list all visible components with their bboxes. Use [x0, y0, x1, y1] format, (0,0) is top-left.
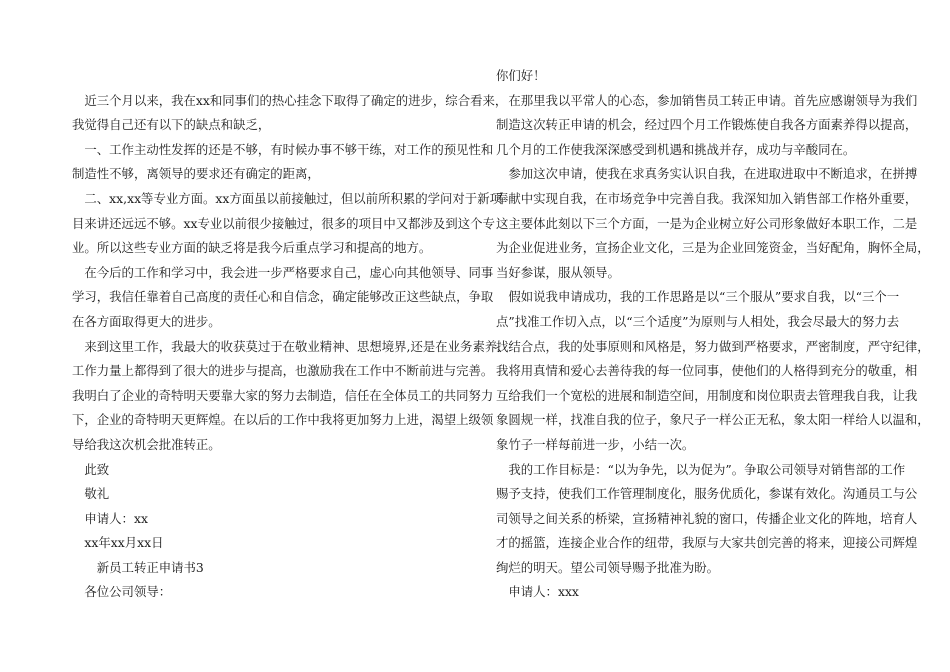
- left-column: [72, 64, 510, 605]
- text-line: 我将用真情和爱心去善待我的每一位同事，使他们的人格得到充分的敬重，相: [496, 363, 918, 379]
- greeting-line: 各位公司领导：: [72, 584, 172, 600]
- text-line: 绚烂的明天。望公司领导赐予批准为盼。: [496, 559, 720, 575]
- text-line: 导给我这次机会批准转正。: [72, 436, 221, 452]
- text-line: 我觉得自己还有以下的缺点和缺乏，: [72, 117, 271, 133]
- text-line: 一、工作主动性发挥的还是不够，有时候办事不够干练，对工作的预见性和: [72, 141, 494, 157]
- text-line: 象竹子一样每前进一步，小结一次。: [496, 436, 695, 452]
- text-line: 当好参谋，服从领导。: [496, 264, 620, 280]
- text-line: 几个月的工作使我深深感受到机遇和挑战并存，成功与辛酸同在。: [496, 141, 856, 157]
- date-line: xx年xx月xx日: [72, 535, 164, 551]
- text-line: 才的摇篮，连接企业合作的纽带，我原与大家共创完善的将来，迎接公司辉煌: [496, 535, 918, 551]
- blank-line: [72, 64, 472, 89]
- text-line: 我的工作目标是：“以为争先，以为促为”。争取公司领导对销售部的工作: [496, 461, 906, 477]
- text-line: 来到这里工作，我最大的收获莫过于在敬业精神、思想境界,还是在业务素养、: [72, 338, 510, 354]
- text-line: 近三个月以来，我在xx和同事们的热心挂念下取得了确定的进步，综合看来，: [72, 92, 508, 108]
- text-line: 这主要体此刻以下三个方面，一是为企业树立好公司形象做好本职工作，二是: [496, 215, 918, 231]
- section-heading: 新员工转正申请书3: [72, 559, 204, 575]
- applicant-line: 申请人：xxx: [496, 584, 579, 600]
- text-line: 为企业促进业务，宣扬企业文化，三是为企业回笼资金，当好配角，胸怀全局，: [496, 240, 930, 256]
- text-line: 二、xx,xx等专业方面。xx方面虽以前接触过，但以前所积累的学问对于新项: [72, 190, 502, 206]
- text-line: 业。所以这些专业方面的缺乏将是我今后重点学习和提高的地方。: [72, 240, 432, 256]
- closing-line: 此致: [72, 461, 110, 477]
- text-line: 在各方面取得更大的进步。: [72, 313, 221, 329]
- text-line: 假如说我申请成功，我的工作思路是以“三个服从”要求自我，以“三个一: [496, 289, 900, 305]
- right-column: [496, 64, 930, 605]
- salutation-line: 敬礼: [72, 486, 110, 502]
- text-line: 互给我们一个宽松的进展和制造空间，用制度和岗位职责去管理我自我，让我: [496, 387, 918, 403]
- text-line: 参加这次申请，使我在求真务实认识自我，在进取进取中不断追求，在拼搏: [496, 166, 918, 182]
- text-line: 工作力量上都得到了很大的进步与提高，也激励我在工作中不断前进与完善。: [72, 363, 494, 379]
- text-line: 象圆规一样，找准自我的位子，象尺子一样公正无私，象太阳一样给人以温和，: [496, 412, 930, 428]
- text-line: 奉献中实现自我，在市场竞争中完善自我。我深知加入销售部工作格外重要，: [496, 190, 918, 206]
- text-line: 点”找准工作切入点，以“三个适度”为原则与人相处，我会尽最大的努力去: [496, 313, 900, 329]
- text-line: 制造性不够，离领导的要求还有确定的距离，: [72, 166, 320, 182]
- text-line: 目来讲还远远不够。xx专业以前很少接触过，很多的项目中又都涉及到这个专: [72, 215, 495, 231]
- greeting-line: 你们好！: [496, 68, 546, 83]
- applicant-line: 申请人：xx: [72, 510, 148, 526]
- text-line: 司领导之间关系的桥梁，宣扬精神礼貌的窗口，传播企业文化的阵地，培育人: [496, 510, 918, 526]
- text-line: 赐予支持，使我们工作管理制度化，服务优质化，参谋有效化。沟通员工与公: [496, 486, 918, 502]
- text-line: 在今后的工作和学习中，我会进一步严格要求自己，虚心向其他领导、同事: [72, 264, 494, 280]
- text-line: 学习，我信任靠着自己高度的责任心和自信念，确定能够改正这些缺点，争取: [72, 289, 494, 305]
- text-line: 我明白了企业的奇特明天要靠大家的努力去制造，信任在全体员工的共同努力: [72, 387, 494, 403]
- text-line: 在那里我以平常人的心态，参加销售员工转正申请。首先应感谢领导为我们: [496, 92, 918, 108]
- text-line: 找结合点，我的处事原则和风格是，努力做到严格要求，严密制度，严守纪律，: [496, 338, 930, 354]
- text-line: 下，企业的奇特明天更辉煌。在以后的工作中我将更加努力上进，渴望上级领: [72, 412, 494, 428]
- text-line: 制造这次转正申请的机会，经过四个月工作锻炼使自我各方面素养得以提高，: [496, 117, 918, 133]
